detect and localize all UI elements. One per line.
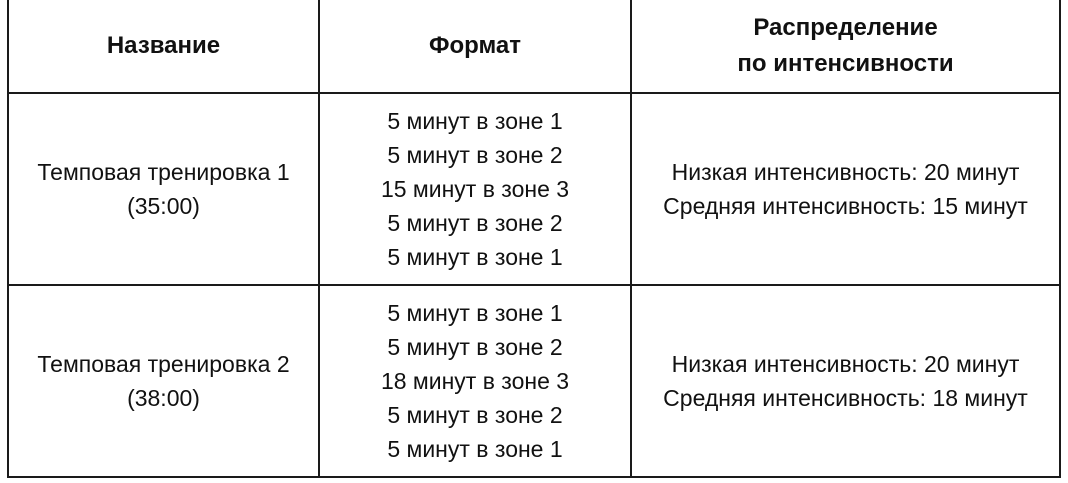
cell-distribution [631, 93, 1059, 285]
header-format [319, 0, 631, 93]
distribution-low: Низкая интенсивность: 20 минут [671, 159, 1020, 185]
format-step: 5 минут в зоне 2 [387, 142, 563, 168]
header-name-label: Название [106, 32, 221, 59]
header-format-label: Формат [428, 32, 522, 59]
format-step: 5 минут в зоне 2 [387, 210, 563, 236]
cell-name [9, 93, 319, 285]
cell-distribution [631, 285, 1059, 476]
distribution-medium: Средняя интенсивность: 18 минут [663, 385, 1028, 411]
workout-table-container [7, 0, 1061, 478]
format-step: 18 минут в зоне 3 [380, 368, 570, 394]
distribution-medium: Средняя интенсивность: 15 минут [663, 193, 1028, 219]
format-step: 5 минут в зоне 2 [387, 334, 563, 360]
table-header-row [9, 0, 1059, 93]
cell-format [319, 93, 631, 285]
format-step: 5 минут в зоне 1 [387, 108, 563, 134]
distribution-low: Низкая интенсивность: 20 минут [671, 351, 1020, 377]
format-step: 5 минут в зоне 1 [387, 244, 563, 270]
header-distribution-line2: по интенсивности [737, 50, 954, 77]
cell-name [9, 285, 319, 476]
workout-name: Темповая тренировка 1 [37, 159, 290, 185]
cell-format [319, 285, 631, 476]
header-distribution-line1: Распределение [753, 14, 938, 41]
format-step: 5 минут в зоне 2 [387, 402, 563, 428]
workout-name: Темповая тренировка 2 [37, 351, 290, 377]
table-row [9, 285, 1059, 476]
workout-duration: (38:00) [127, 385, 200, 411]
header-distribution [631, 0, 1059, 93]
format-step: 5 минут в зоне 1 [387, 300, 563, 326]
format-step: 5 минут в зоне 1 [387, 436, 563, 462]
format-step: 15 минут в зоне 3 [380, 176, 570, 202]
header-name [9, 0, 319, 93]
table-row [9, 93, 1059, 285]
workout-duration: (35:00) [127, 193, 200, 219]
workout-table [9, 0, 1059, 476]
